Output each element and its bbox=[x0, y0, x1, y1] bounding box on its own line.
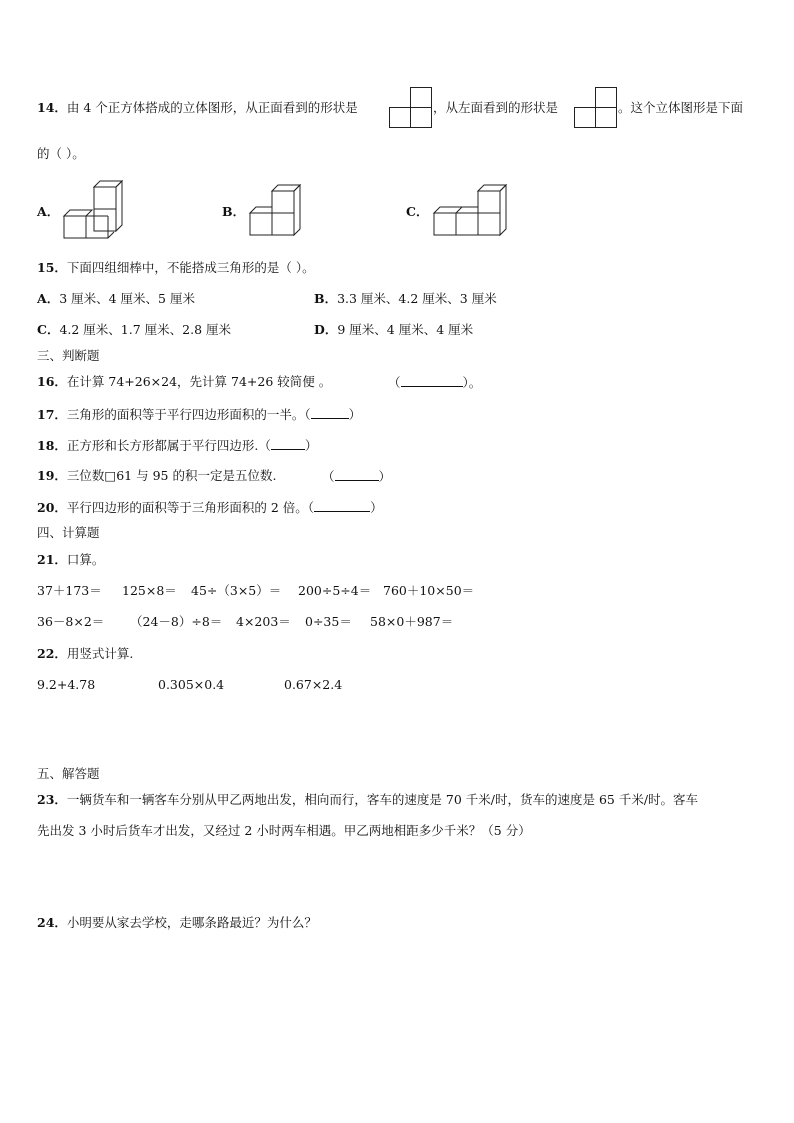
q17-paren-close: ） bbox=[348, 407, 362, 422]
q21-expr-2-2: （24－8）÷8＝ bbox=[130, 614, 223, 629]
q16-number: 16． bbox=[37, 374, 67, 389]
q15-option-c bbox=[37, 322, 231, 338]
option-c-cube-figure bbox=[432, 183, 508, 237]
section5-heading: 五、解答题 bbox=[37, 766, 100, 781]
q21-expr-2-3: 4×203＝ bbox=[236, 614, 291, 629]
q14-text-c: 。这个立体图形是下面 bbox=[618, 100, 744, 115]
q23-text-line1: 一辆货车和一辆客车分别从甲乙两地出发，相向而行，客车的速度是 70 千米/时，货车的速度是 65 千米/时。客车 bbox=[66, 792, 699, 807]
q20-paren-close: ） bbox=[370, 500, 383, 515]
q20 bbox=[37, 499, 383, 516]
q14-text-a: 由 4 个正方体搭成的立体图形，从正面看到的形状是 bbox=[66, 100, 358, 115]
q15-option-a-text: 3 厘米、4 厘米、5 厘米 bbox=[59, 291, 195, 306]
q18 bbox=[37, 437, 317, 454]
q15-number: 15． bbox=[37, 260, 67, 275]
front-view-figure bbox=[389, 87, 433, 129]
q17-answer-blank[interactable] bbox=[311, 406, 349, 419]
q20-answer-blank[interactable] bbox=[314, 499, 370, 512]
q19-answer-blank[interactable] bbox=[335, 468, 379, 481]
left-view-figure bbox=[574, 87, 618, 129]
q21-number: 21． bbox=[37, 552, 67, 567]
q18-answer-blank[interactable] bbox=[271, 437, 305, 450]
q15-option-c-label: C． bbox=[37, 322, 60, 337]
q22-item-2: 0.305×0.4 bbox=[158, 677, 225, 692]
q15-option-a bbox=[37, 291, 195, 307]
q23-number: 23． bbox=[37, 792, 67, 807]
q14-text-b: ，从左面看到的形状是 bbox=[433, 100, 559, 115]
q16-answer-blank[interactable] bbox=[401, 374, 463, 387]
option-a-cube-figure bbox=[62, 180, 124, 242]
q22-item-1: 9.2+4.78 bbox=[37, 677, 96, 692]
q18-text: 正方形和长方形都属于平行四边形.（ bbox=[66, 438, 271, 453]
q20-text: 平行四边形的面积等于三角形面积的 2 倍。（ bbox=[66, 500, 315, 515]
section4-heading: 四、计算题 bbox=[37, 525, 100, 540]
q19-paren-close: ） bbox=[378, 469, 392, 484]
q14-line2: 的（ ）。 bbox=[37, 146, 85, 161]
q22 bbox=[37, 646, 133, 662]
q22-text: 用竖式计算. bbox=[66, 646, 134, 661]
q16-paren-close: ）。 bbox=[462, 375, 482, 390]
q17-text: 三角形的面积等于平行四边形面积的一半。（ bbox=[66, 407, 311, 422]
q23-line1 bbox=[37, 792, 698, 808]
q24-number: 24． bbox=[37, 915, 67, 930]
q20-number: 20． bbox=[37, 500, 67, 515]
q15-question bbox=[37, 260, 315, 276]
q15-option-a-label: A． bbox=[37, 291, 60, 306]
q15-option-b-label: B． bbox=[314, 291, 338, 306]
q22-number: 22． bbox=[37, 646, 67, 661]
q15-option-d-text: 9 厘米、4 厘米、4 厘米 bbox=[337, 322, 474, 337]
q15-text: 下面四组细棒中，不能搭成三角形的是（ ）。 bbox=[66, 260, 315, 275]
q14-number: 14． bbox=[37, 100, 67, 115]
q21-expr-1-2: 125×8＝ bbox=[122, 583, 177, 598]
q16-paren-open: （ bbox=[388, 375, 401, 390]
q21-expr-1-1: 37＋173＝ bbox=[37, 583, 102, 598]
q21-text: 口算。 bbox=[66, 552, 105, 567]
q15-option-b bbox=[314, 291, 497, 307]
q19-answer bbox=[322, 468, 391, 485]
q21-expr-2-5: 58×0＋987＝ bbox=[370, 614, 454, 629]
option-b-cube-figure bbox=[248, 183, 302, 241]
q19-text: 三位数□61 与 95 的积一定是五位数. bbox=[66, 468, 277, 483]
q21-expr-2-1: 36－8×2＝ bbox=[37, 614, 105, 629]
q19 bbox=[37, 468, 276, 484]
q16-text: 在计算 74+26×24，先计算 74+26 较简便 。 bbox=[66, 374, 332, 389]
q14-option-a-label: A． bbox=[37, 204, 60, 219]
q14-option-b-label: B． bbox=[222, 204, 246, 219]
q21-expr-1-3: 45÷（3×5）＝ bbox=[191, 583, 282, 598]
q19-paren-open: （ bbox=[322, 469, 335, 484]
q15-option-d-label: D． bbox=[314, 322, 338, 337]
q24-text: 小明要从家去学校，走哪条路最近？为什么？ bbox=[66, 915, 317, 930]
q21-expr-2-4: 0÷35＝ bbox=[305, 614, 352, 629]
q17 bbox=[37, 406, 361, 423]
q15-option-c-text: 4.2 厘米、1.7 厘米、2.8 厘米 bbox=[59, 322, 232, 337]
q21 bbox=[37, 552, 104, 568]
q19-number: 19． bbox=[37, 468, 67, 483]
q22-item-3: 0.67×2.4 bbox=[284, 677, 343, 692]
q21-expr-1-4: 200÷5÷4＝ bbox=[298, 583, 372, 598]
q17-number: 17． bbox=[37, 407, 67, 422]
q14-line1 bbox=[37, 100, 358, 116]
q15-option-b-text: 3.3 厘米、4.2 厘米、3 厘米 bbox=[337, 291, 497, 306]
q18-number: 18． bbox=[37, 438, 67, 453]
q23-line2: 先出发 3 小时后货车才出发，又经过 2 小时两车相遇。甲乙两地相距多少千米？（5 分） bbox=[37, 823, 531, 838]
q18-paren-close: ） bbox=[304, 438, 318, 453]
q14-option-c-label: C． bbox=[406, 204, 429, 219]
q16 bbox=[37, 374, 331, 390]
q21-expr-1-5: 760＋10×50＝ bbox=[383, 583, 475, 598]
q15-option-d bbox=[314, 322, 473, 338]
q24 bbox=[37, 915, 317, 931]
q16-answer bbox=[388, 374, 481, 391]
section3-heading: 三、判断题 bbox=[37, 348, 100, 363]
